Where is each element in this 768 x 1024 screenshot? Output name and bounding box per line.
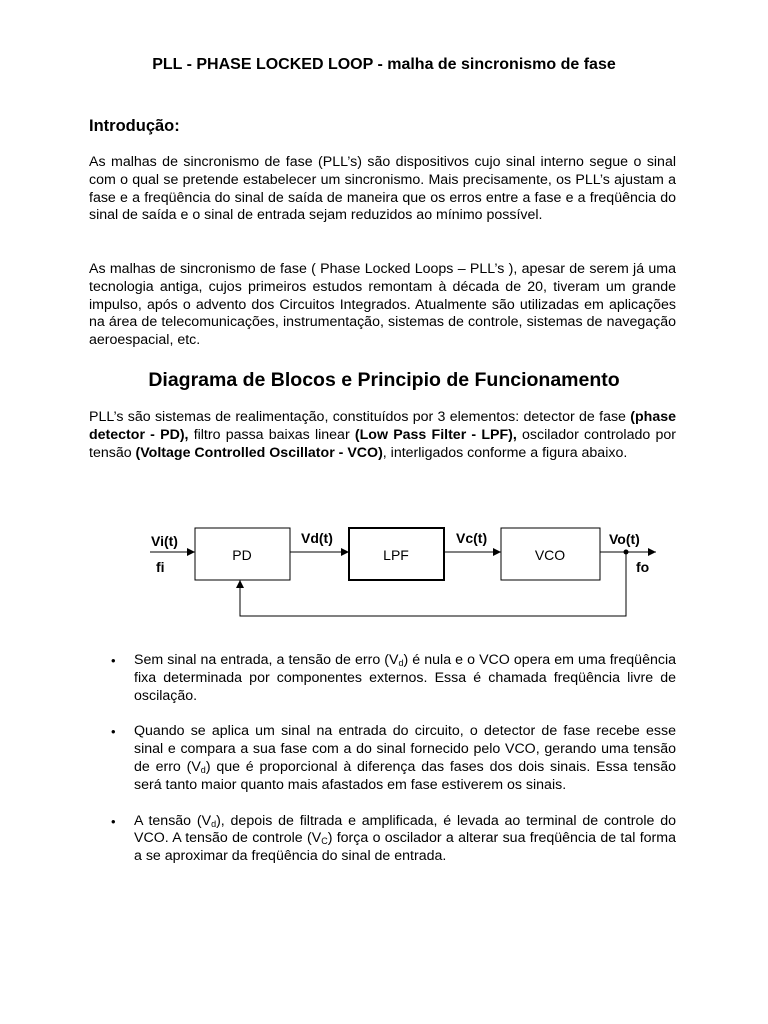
input-signal-label: Vi(t) xyxy=(151,533,178,549)
section-text-1: PLL’s são sistemas de realimentação, constituídos por 3 elementos: detector de fase xyxy=(89,409,631,425)
bullet-icon: • xyxy=(111,653,116,668)
section-text-4: , interligados conforme a figura abaixo. xyxy=(382,444,628,461)
intro-heading: Introdução: xyxy=(89,117,180,135)
section-text-3: oscilador controlado por tensão xyxy=(89,426,676,461)
pd-block-label: PD xyxy=(232,547,252,563)
bullet-1-sub: d xyxy=(398,658,404,668)
section-bold-lpf: (Low Pass Filter - LPF), xyxy=(354,426,517,443)
lpf-block-label: LPF xyxy=(383,547,409,563)
section-heading: Diagrama de Blocos e Principio de Funcionamento xyxy=(148,369,620,391)
intro-paragraph-2: As malhas de sincronismo de fase ( Phase Locked Loops – PLL’s ), apesar de serem já uma tecnologia antiga, cujos primeiros estudos remontam à década de 20, tiveram um grande impulso, após o advento dos Circuitos Integrados. Atualmente são utilizadas em aplicações na área de telecomunicações, instrumentação, sistemas de controle, sistemas de navegação aeroespacial, etc. xyxy=(89,261,676,349)
feedback-arrowhead xyxy=(236,580,244,588)
input-freq-label: fi xyxy=(156,559,165,575)
list-item xyxy=(89,813,676,866)
pd-output-label: Vd(t) xyxy=(301,530,333,546)
bullet-icon: • xyxy=(111,724,116,740)
bullet-2-text-b: ) que é proporcional à diferença das fases dos dois sinais. Essa tensão será tanto maior quanto mais afastados em fase estiverem os sinais. xyxy=(134,758,676,793)
bullet-3-text-c: ) força o oscilador a alterar sua freqüência de tal forma a se aproximar da freqüência do sinal de entrada. xyxy=(134,830,676,865)
bullet-3-sub-c: C xyxy=(321,836,328,847)
bullet-icon: • xyxy=(111,813,116,829)
section-bold-pd: (phase detector - PD), xyxy=(89,409,676,443)
vco-block-label: VCO xyxy=(534,547,566,563)
pd-to-lpf-arrowhead xyxy=(341,548,349,556)
lpf-to-vco-arrowhead xyxy=(493,548,501,556)
pll-block-diagram xyxy=(140,522,670,626)
explanation-list xyxy=(89,652,676,884)
section-paragraph xyxy=(89,409,676,462)
output-arrowhead xyxy=(648,548,656,556)
bullet-1-text-b: ) é nula e o VCO opera em uma freqüência fixa determinada por componentes externos. Essa é chamada freqüência livre de oscilação. xyxy=(134,652,676,704)
section-text-2: filtro passa baixas linear xyxy=(188,426,355,443)
list-item xyxy=(89,723,676,794)
section-bold-vco: (Voltage Controlled Oscillator - VCO) xyxy=(135,444,383,461)
bullet-2-sub: d xyxy=(200,764,206,775)
document-title: PLL - PHASE LOCKED LOOP - malha de sincronismo de fase xyxy=(152,56,616,73)
bullet-1-text-a: Sem sinal na entrada, a tensão de erro (V xyxy=(134,652,399,668)
output-freq-label: fo xyxy=(636,559,650,575)
bullet-3-text-a: A tensão (V xyxy=(134,812,212,829)
output-signal-label: Vo(t) xyxy=(609,531,640,547)
input-arrowhead xyxy=(187,548,195,556)
lpf-output-label: Vc(t) xyxy=(456,530,488,546)
bullet-2-text-a: Quando se aplica um sinal na entrada do circuito, o detector de fase recebe esse sinal e compara a sua fase com a do sinal fornecido pelo VCO, gerando uma tensão de erro (V xyxy=(134,723,676,775)
bullet-3-sub: d xyxy=(211,818,217,829)
bullet-3-text-b: ), depois de filtrada e amplificada, é levada ao terminal de controle do VCO. A tensão de controle (V xyxy=(134,812,676,847)
list-item xyxy=(89,652,676,705)
intro-paragraph-1: As malhas de sincronismo de fase (PLL’s) são dispositivos cujo sinal interno segue o sinal com o qual se pretende estabelecer um sincronismo. Mais precisamente, os PLL’s ajustam a fase e a freqüência do sinal de saída de maneira que os erros entre a fase e a freqüência do sinal de saída e o sinal de entrada sejam reduzidos ao mínimo possível. xyxy=(89,154,676,224)
